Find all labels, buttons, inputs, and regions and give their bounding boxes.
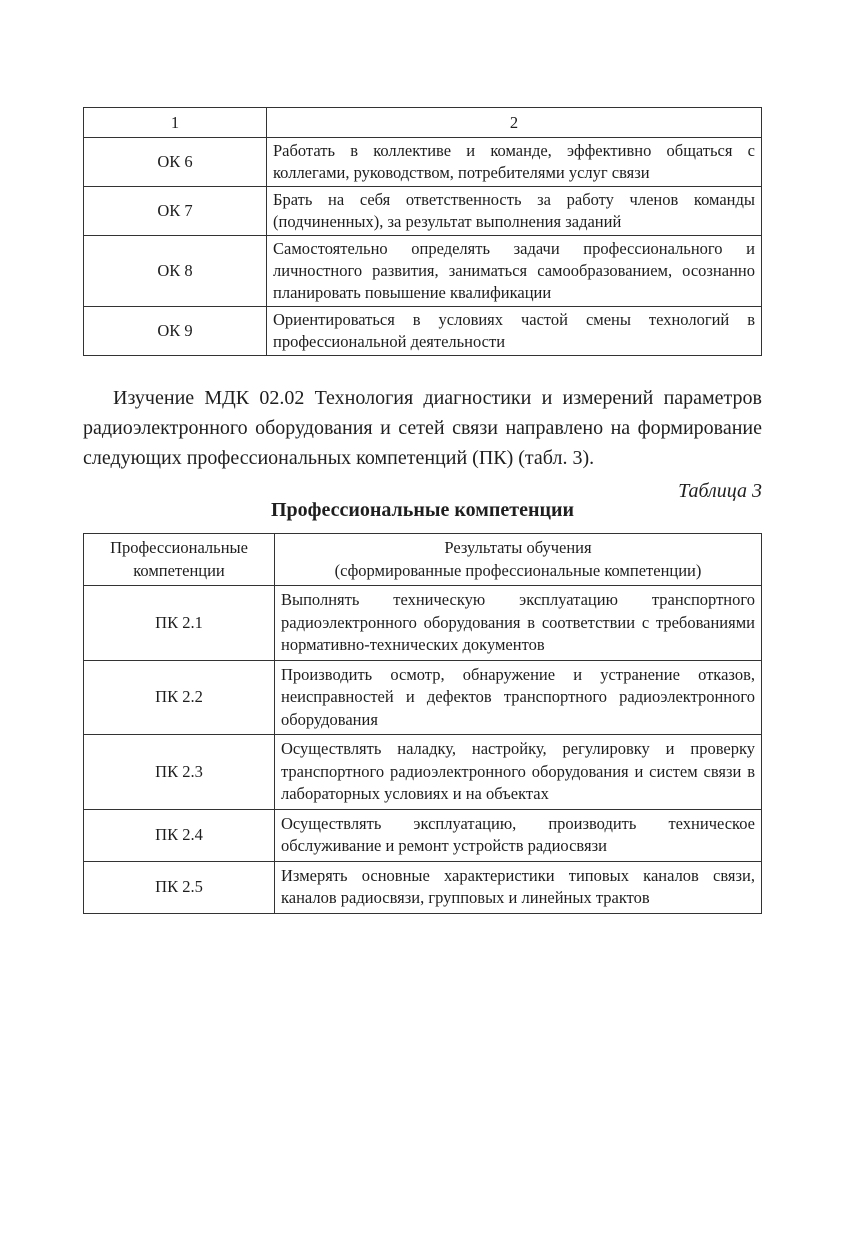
table-row <box>84 660 762 735</box>
competency-description: Самостоятельно определять задачи профессионального и личностного развития, заниматься самообразованием, осознанно планировать повышение квалификации <box>267 236 762 307</box>
competency-description: Производить осмотр, обнаружение и устранение отказов, неисправностей и дефектов транспортного радиоэлектронного оборудования <box>275 660 762 735</box>
table-row <box>84 809 762 861</box>
table-title: Профессиональные компетенции <box>270 499 575 521</box>
competency-code: ОК 6 <box>84 138 267 187</box>
competency-description: Осуществлять эксплуатацию, производить техническое обслуживание и ремонт устройств радиосвязи <box>275 809 762 861</box>
table-row <box>84 861 762 913</box>
table-row <box>84 236 762 307</box>
header-learning-results-title: Результаты обучения <box>444 538 592 557</box>
header-competencies: Профессиональные компетенции <box>84 534 275 586</box>
competency-description: Измерять основные характеристики типовых каналов связи, каналов радиосвязи, групповых и линейных трактов <box>275 861 762 913</box>
table-row <box>84 586 762 661</box>
column-number-2: 2 <box>267 108 762 138</box>
body-paragraph: Изучение МДК 02.02 Технология диагностики и измерений параметров радиоэлектронного оборудования и сетей связи направлено на формирование следующих профессиональных компетенций (ПК) (табл. 3). <box>83 387 762 469</box>
table-row <box>84 307 762 356</box>
competency-code: ОК 9 <box>84 307 267 356</box>
table-header-row <box>84 534 762 586</box>
table-row <box>84 735 762 810</box>
competency-description: Работать в коллективе и команде, эффективно общаться с коллегами, руководством, потребителями услуг связи <box>267 138 762 187</box>
competency-description: Осуществлять наладку, настройку, регулировку и проверку транспортного радиоэлектронного оборудования и систем связи в лабораторных условиях и на объектах <box>275 735 762 810</box>
header-learning-results <box>275 534 762 586</box>
competency-code: ОК 7 <box>84 187 267 236</box>
column-number-1: 1 <box>84 108 267 138</box>
table-number-label: Таблица 3 <box>678 480 762 502</box>
table-header-row <box>84 108 762 138</box>
competency-code: ПК 2.2 <box>84 660 275 735</box>
competency-code: ПК 2.3 <box>84 735 275 810</box>
table-row <box>84 138 762 187</box>
table-row <box>84 187 762 236</box>
competency-description: Ориентироваться в условиях частой смены технологий в профессиональной деятельности <box>267 307 762 356</box>
competency-code: ОК 8 <box>84 236 267 307</box>
competency-description: Брать на себя ответственность за работу членов команды (подчиненных), за результат выполнения заданий <box>267 187 762 236</box>
competency-code: ПК 2.5 <box>84 861 275 913</box>
professional-competencies-table <box>83 533 762 914</box>
competency-code: ПК 2.1 <box>84 586 275 661</box>
competency-description: Выполнять техническую эксплуатацию транспортного радиоэлектронного оборудования в соответствии с требованиями нормативно-технических документов <box>275 586 762 661</box>
competency-code: ПК 2.4 <box>84 809 275 861</box>
header-learning-results-subtitle: (сформированные профессиональные компетенции) <box>334 560 702 580</box>
general-competencies-table <box>83 107 762 356</box>
